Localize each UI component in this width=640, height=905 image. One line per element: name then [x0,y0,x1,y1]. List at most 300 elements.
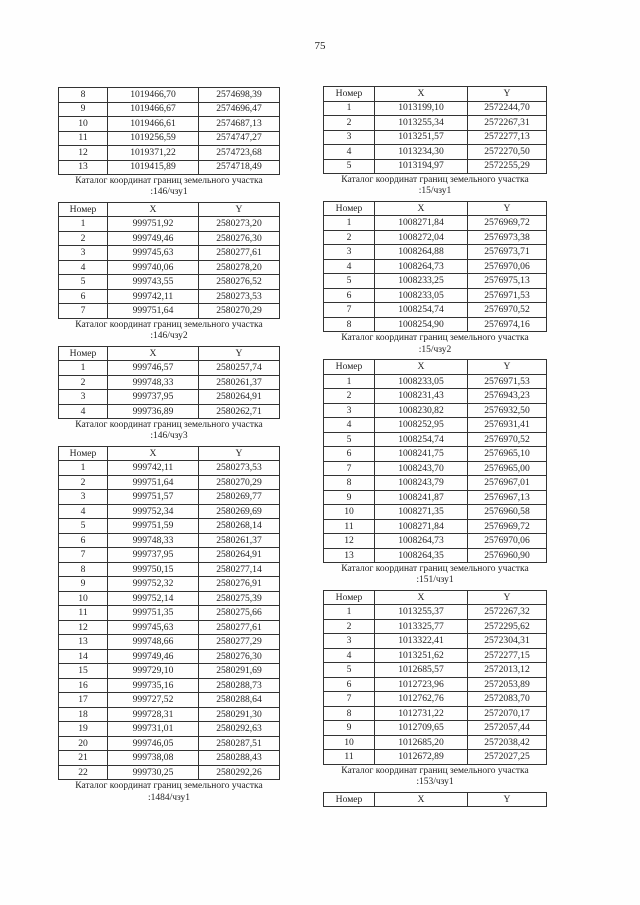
point-number: 10 [59,591,108,606]
coordinate-y: 2580291,30 [199,707,280,722]
coordinate-y: 2580270,29 [199,304,280,319]
table-row [59,160,280,175]
coordinate-y: 2580257,74 [199,361,280,376]
coordinate-x: 999746,05 [108,736,199,751]
point-number: 1 [324,216,375,231]
coordinate-y: 2580288,73 [199,678,280,693]
table-header-row [324,792,547,807]
table-row [324,735,547,750]
table-row [324,619,547,634]
table-row [324,706,547,721]
coordinate-y: 2580277,29 [199,635,280,650]
coordinate-x: 999735,16 [108,678,199,693]
header-y: Y [199,346,280,361]
table-row [59,117,280,132]
coordinate-x: 999752,32 [108,577,199,592]
table-row [59,246,280,261]
point-number: 7 [324,461,375,476]
parcel-id: :1484/чзу1 [147,792,191,803]
point-number: 16 [59,678,108,693]
table-row [59,102,280,117]
coordinate-x: 999743,55 [108,275,199,290]
coordinate-x: 1013325,77 [375,619,468,634]
point-number: 6 [324,447,375,462]
coordinate-x: 1008243,79 [375,476,468,491]
coordinate-x: 1008241,87 [375,490,468,505]
catalog-caption: Каталог координат границ земельного участка [341,564,529,575]
point-number: 1 [324,605,375,620]
coordinate-x: 999742,11 [108,461,199,476]
coordinate-table [58,202,280,319]
catalog-caption: Каталог координат границ земельного участка [341,765,529,776]
coordinate-x: 1008264,88 [375,245,468,260]
coordinate-y: 2572070,17 [468,706,547,721]
table-row [59,606,280,621]
table-row [59,664,280,679]
table-row [59,635,280,650]
table-row [59,390,280,405]
point-number: 21 [59,751,108,766]
header-y: Y [468,360,547,375]
point-number: 2 [324,619,375,634]
coordinate-x: 999745,63 [108,246,199,261]
table-row [59,678,280,693]
coordinate-x: 999752,14 [108,591,199,606]
coordinate-table [323,792,547,808]
table-row [324,663,547,678]
table-row [324,403,547,418]
coordinate-y: 2576969,72 [468,216,547,231]
point-number: 6 [324,677,375,692]
coordinate-y: 2580273,53 [199,289,280,304]
coordinate-y: 2572255,29 [468,159,547,174]
coordinate-x: 999736,89 [108,404,199,419]
point-number: 5 [59,275,108,290]
point-number: 10 [324,505,375,520]
table-row [324,389,547,404]
table-header-row [324,201,547,216]
coordinate-x: 1012685,20 [375,735,468,750]
coordinate-x: 1008271,84 [375,216,468,231]
coordinate-y: 2580287,51 [199,736,280,751]
coordinate-x: 1008233,05 [375,288,468,303]
coordinate-x: 1019256,59 [108,131,199,146]
table-header-row [324,590,547,605]
point-number: 3 [59,390,108,405]
coordinate-y: 2580273,53 [199,461,280,476]
coordinate-y: 2574747,27 [199,131,280,146]
coordinate-x: 1012731,22 [375,706,468,721]
point-number: 11 [324,519,375,534]
coordinate-x: 1008271,35 [375,505,468,520]
coordinate-x: 999748,33 [108,375,199,390]
coordinate-y: 2580264,91 [199,548,280,563]
point-number: 3 [59,490,108,505]
point-number: 2 [324,116,375,131]
point-number: 4 [324,259,375,274]
coordinate-y: 2580268,14 [199,519,280,534]
coordinate-block [323,86,547,198]
coordinate-y: 2572038,42 [468,735,547,750]
point-number: 3 [324,245,375,260]
coordinate-x: 999745,63 [108,620,199,635]
header-number: Номер [324,87,375,102]
coordinate-y: 2572270,50 [468,145,547,160]
coordinate-x: 1013251,57 [375,130,468,145]
point-number: 7 [324,303,375,318]
table-row [59,275,280,290]
table-row [59,722,280,737]
point-number: 4 [59,404,108,419]
point-number: 6 [324,288,375,303]
header-y: Y [468,590,547,605]
coordinate-y: 2576974,16 [468,317,547,332]
table-row [59,304,280,319]
table-row [324,447,547,462]
table-row [59,375,280,390]
coordinate-y: 2576965,00 [468,461,547,476]
coordinate-table [58,446,280,781]
table-row [324,490,547,505]
table-row [59,577,280,592]
coordinate-table [323,201,547,333]
header-y: Y [468,201,547,216]
table-row [59,404,280,419]
left-column [58,87,280,807]
coordinate-y: 2580288,64 [199,693,280,708]
parcel-id: :153/чзу1 [416,777,454,788]
coordinate-y: 2576971,53 [468,374,547,389]
point-number: 9 [59,577,108,592]
point-number: 11 [324,750,375,765]
coordinate-x: 1008254,90 [375,317,468,332]
point-number: 13 [324,548,375,563]
coordinate-y: 2580291,69 [199,664,280,679]
table-row [324,692,547,707]
table-row [324,230,547,245]
coordinate-x: 999751,35 [108,606,199,621]
point-number: 20 [59,736,108,751]
coordinate-x: 999751,64 [108,475,199,490]
table-row [59,620,280,635]
point-number: 4 [324,648,375,663]
table-row [324,432,547,447]
coordinate-y: 2572244,70 [468,101,547,116]
header-x: X [108,446,199,461]
table-row [324,534,547,549]
coordinate-x: 999748,33 [108,533,199,548]
coordinate-y: 2580292,63 [199,722,280,737]
coordinate-x: 1008230,82 [375,403,468,418]
coordinate-y: 2576973,38 [468,230,547,245]
parcel-id: :146/чзу3 [150,431,188,442]
point-number: 1 [59,217,108,232]
coordinate-y: 2576970,52 [468,432,547,447]
table-header-row [324,87,547,102]
coordinate-y: 2580264,91 [199,390,280,405]
coordinate-y: 2576932,50 [468,403,547,418]
coordinate-y: 2576970,06 [468,259,547,274]
point-number: 4 [59,260,108,275]
point-number: 7 [59,548,108,563]
coordinate-x: 1012685,57 [375,663,468,678]
coordinate-x: 1019466,70 [108,88,199,103]
point-number: 1 [324,374,375,389]
coordinate-block [58,87,280,199]
coordinate-y: 2580277,61 [199,246,280,261]
header-x: X [375,360,468,375]
point-number: 2 [324,230,375,245]
coordinate-x: 999740,06 [108,260,199,275]
coordinate-x: 1012762,76 [375,692,468,707]
table-row [324,418,547,433]
coordinate-y: 2580275,39 [199,591,280,606]
table-row [324,216,547,231]
parcel-id: :15/чзу1 [418,186,452,197]
coordinate-table [323,359,547,563]
header-x: X [375,792,468,807]
table-row [59,260,280,275]
point-number: 18 [59,707,108,722]
coordinate-x: 999751,92 [108,217,199,232]
point-number: 3 [324,634,375,649]
catalog-caption: Каталог координат границ земельного участка [75,781,263,792]
point-number: 17 [59,693,108,708]
coordinate-y: 2580261,37 [199,533,280,548]
catalog-caption: Каталог координат границ земельного участка [75,176,263,186]
coordinate-y: 2572304,31 [468,634,547,649]
point-number: 8 [324,476,375,491]
table-row [324,274,547,289]
table-row [59,736,280,751]
coordinate-y: 2576943,23 [468,389,547,404]
coordinate-x: 999729,10 [108,664,199,679]
table-row [59,693,280,708]
header-number: Номер [324,590,375,605]
point-number: 5 [324,663,375,678]
coordinate-y: 2580276,91 [199,577,280,592]
header-number: Номер [59,202,108,217]
coordinate-x: 999750,15 [108,562,199,577]
point-number: 14 [59,649,108,664]
coordinate-y: 2576975,13 [468,274,547,289]
coordinate-x: 1019415,89 [108,160,199,175]
table-row [59,361,280,376]
point-number: 13 [59,635,108,650]
coordinate-x: 1008264,73 [375,259,468,274]
catalog-caption: Каталог координат границ земельного участка [341,175,529,185]
point-number: 4 [324,145,375,160]
table-row [59,591,280,606]
point-number: 2 [324,389,375,404]
table-row [324,476,547,491]
coordinate-block [323,792,547,808]
coordinate-y: 2572277,13 [468,130,547,145]
coordinate-y: 2580288,43 [199,751,280,766]
point-number: 9 [324,721,375,736]
coordinate-y: 2576967,13 [468,490,547,505]
table-row [324,145,547,160]
coordinate-table [58,87,280,175]
coordinate-x: 1013322,41 [375,634,468,649]
point-number: 3 [324,403,375,418]
table-row [324,677,547,692]
coordinate-x: 999751,64 [108,304,199,319]
coordinate-y: 2572295,62 [468,619,547,634]
coordinate-y: 2580276,52 [199,275,280,290]
table-row [59,490,280,505]
point-number: 15 [59,664,108,679]
table-row [324,505,547,520]
table-row [324,648,547,663]
coordinate-block [323,201,547,356]
point-number: 8 [59,88,108,103]
coordinate-x: 999727,52 [108,693,199,708]
point-number: 10 [324,735,375,750]
point-number: 2 [59,475,108,490]
coordinate-table [323,86,547,174]
table-row [324,605,547,620]
point-number: 11 [59,606,108,621]
table-row [324,130,547,145]
coordinate-y: 2580292,26 [199,765,280,780]
coordinate-y: 2580269,69 [199,504,280,519]
table-row [324,374,547,389]
point-number: 1 [59,461,108,476]
coordinate-y: 2580278,20 [199,260,280,275]
point-number: 6 [59,289,108,304]
coordinate-x: 1013234,30 [375,145,468,160]
coordinate-x: 999751,57 [108,490,199,505]
coordinate-x: 999751,59 [108,519,199,534]
coordinate-block [58,446,280,804]
header-y: Y [199,202,280,217]
coordinate-y: 2574696,47 [199,102,280,117]
coordinate-x: 1008254,74 [375,303,468,318]
coordinate-y: 2574698,39 [199,88,280,103]
coordinate-y: 2572277,15 [468,648,547,663]
point-number: 1 [59,361,108,376]
coordinate-x: 999737,95 [108,390,199,405]
catalog-caption: Каталог координат границ земельного участка [75,319,263,330]
coordinate-x: 999748,66 [108,635,199,650]
coordinate-block [58,202,280,343]
header-y: Y [199,446,280,461]
header-x: X [375,87,468,102]
header-x: X [108,346,199,361]
point-number: 12 [59,620,108,635]
table-row [324,159,547,174]
coordinate-x: 1012723,96 [375,677,468,692]
coordinate-y: 2580261,37 [199,375,280,390]
coordinate-x: 1008233,25 [375,274,468,289]
coordinate-x: 1008243,70 [375,461,468,476]
coordinate-x: 1008272,04 [375,230,468,245]
table-row [324,317,547,332]
coordinate-y: 2574687,13 [199,117,280,132]
coordinate-y: 2572267,31 [468,116,547,131]
header-x: X [375,590,468,605]
coordinate-x: 1013251,62 [375,648,468,663]
table-row [59,289,280,304]
header-y: Y [468,792,547,807]
table-row [324,721,547,736]
table-row [324,288,547,303]
coordinate-x: 999749,46 [108,649,199,664]
table-row [324,101,547,116]
coordinate-x: 1008231,43 [375,389,468,404]
coordinate-x: 1008264,73 [375,534,468,549]
point-number: 3 [59,246,108,261]
coordinate-x: 1008271,84 [375,519,468,534]
point-number: 4 [324,418,375,433]
point-number: 12 [324,534,375,549]
coordinate-y: 2572053,89 [468,677,547,692]
coordinate-y: 2580269,77 [199,490,280,505]
coordinate-x: 999728,31 [108,707,199,722]
coordinate-y: 2580277,61 [199,620,280,635]
table-row [59,88,280,103]
coordinate-x: 999749,46 [108,231,199,246]
header-number: Номер [59,346,108,361]
coordinate-x: 1013255,37 [375,605,468,620]
table-row [324,634,547,649]
coordinate-table [323,590,547,765]
table-header-row [59,446,280,461]
coordinate-x: 999731,01 [108,722,199,737]
coordinate-y: 2580270,29 [199,475,280,490]
parcel-id: :146/чзу2 [150,331,188,342]
point-number: 4 [59,504,108,519]
table-header-row [59,202,280,217]
coordinate-y: 2576970,06 [468,534,547,549]
coordinate-x: 1008241,75 [375,447,468,462]
table-row [59,765,280,780]
point-number: 1 [324,101,375,116]
coordinate-y: 2576970,52 [468,303,547,318]
coordinate-x: 1008254,74 [375,432,468,447]
table-row [59,533,280,548]
header-y: Y [468,87,547,102]
coordinate-table [58,346,280,420]
header-number: Номер [324,360,375,375]
coordinate-y: 2580275,66 [199,606,280,621]
coordinate-x: 1012672,89 [375,750,468,765]
coordinate-x: 999742,11 [108,289,199,304]
table-row [59,475,280,490]
page-number: 75 [314,40,326,52]
table-row [59,562,280,577]
point-number: 7 [59,304,108,319]
coordinate-x: 1008252,95 [375,418,468,433]
coordinate-x: 999752,34 [108,504,199,519]
point-number: 8 [59,562,108,577]
coordinate-y: 2572083,70 [468,692,547,707]
table-row [59,231,280,246]
table-row [59,504,280,519]
table-row [59,146,280,161]
coordinate-x: 999738,08 [108,751,199,766]
coordinate-y: 2572267,32 [468,605,547,620]
table-row [59,131,280,146]
point-number: 12 [59,146,108,161]
header-number: Номер [324,792,375,807]
header-x: X [375,201,468,216]
coordinate-y: 2576960,90 [468,548,547,563]
table-header-row [324,360,547,375]
catalog-caption: Каталог координат границ земельного участка [75,420,263,431]
coordinate-y: 2572013,12 [468,663,547,678]
